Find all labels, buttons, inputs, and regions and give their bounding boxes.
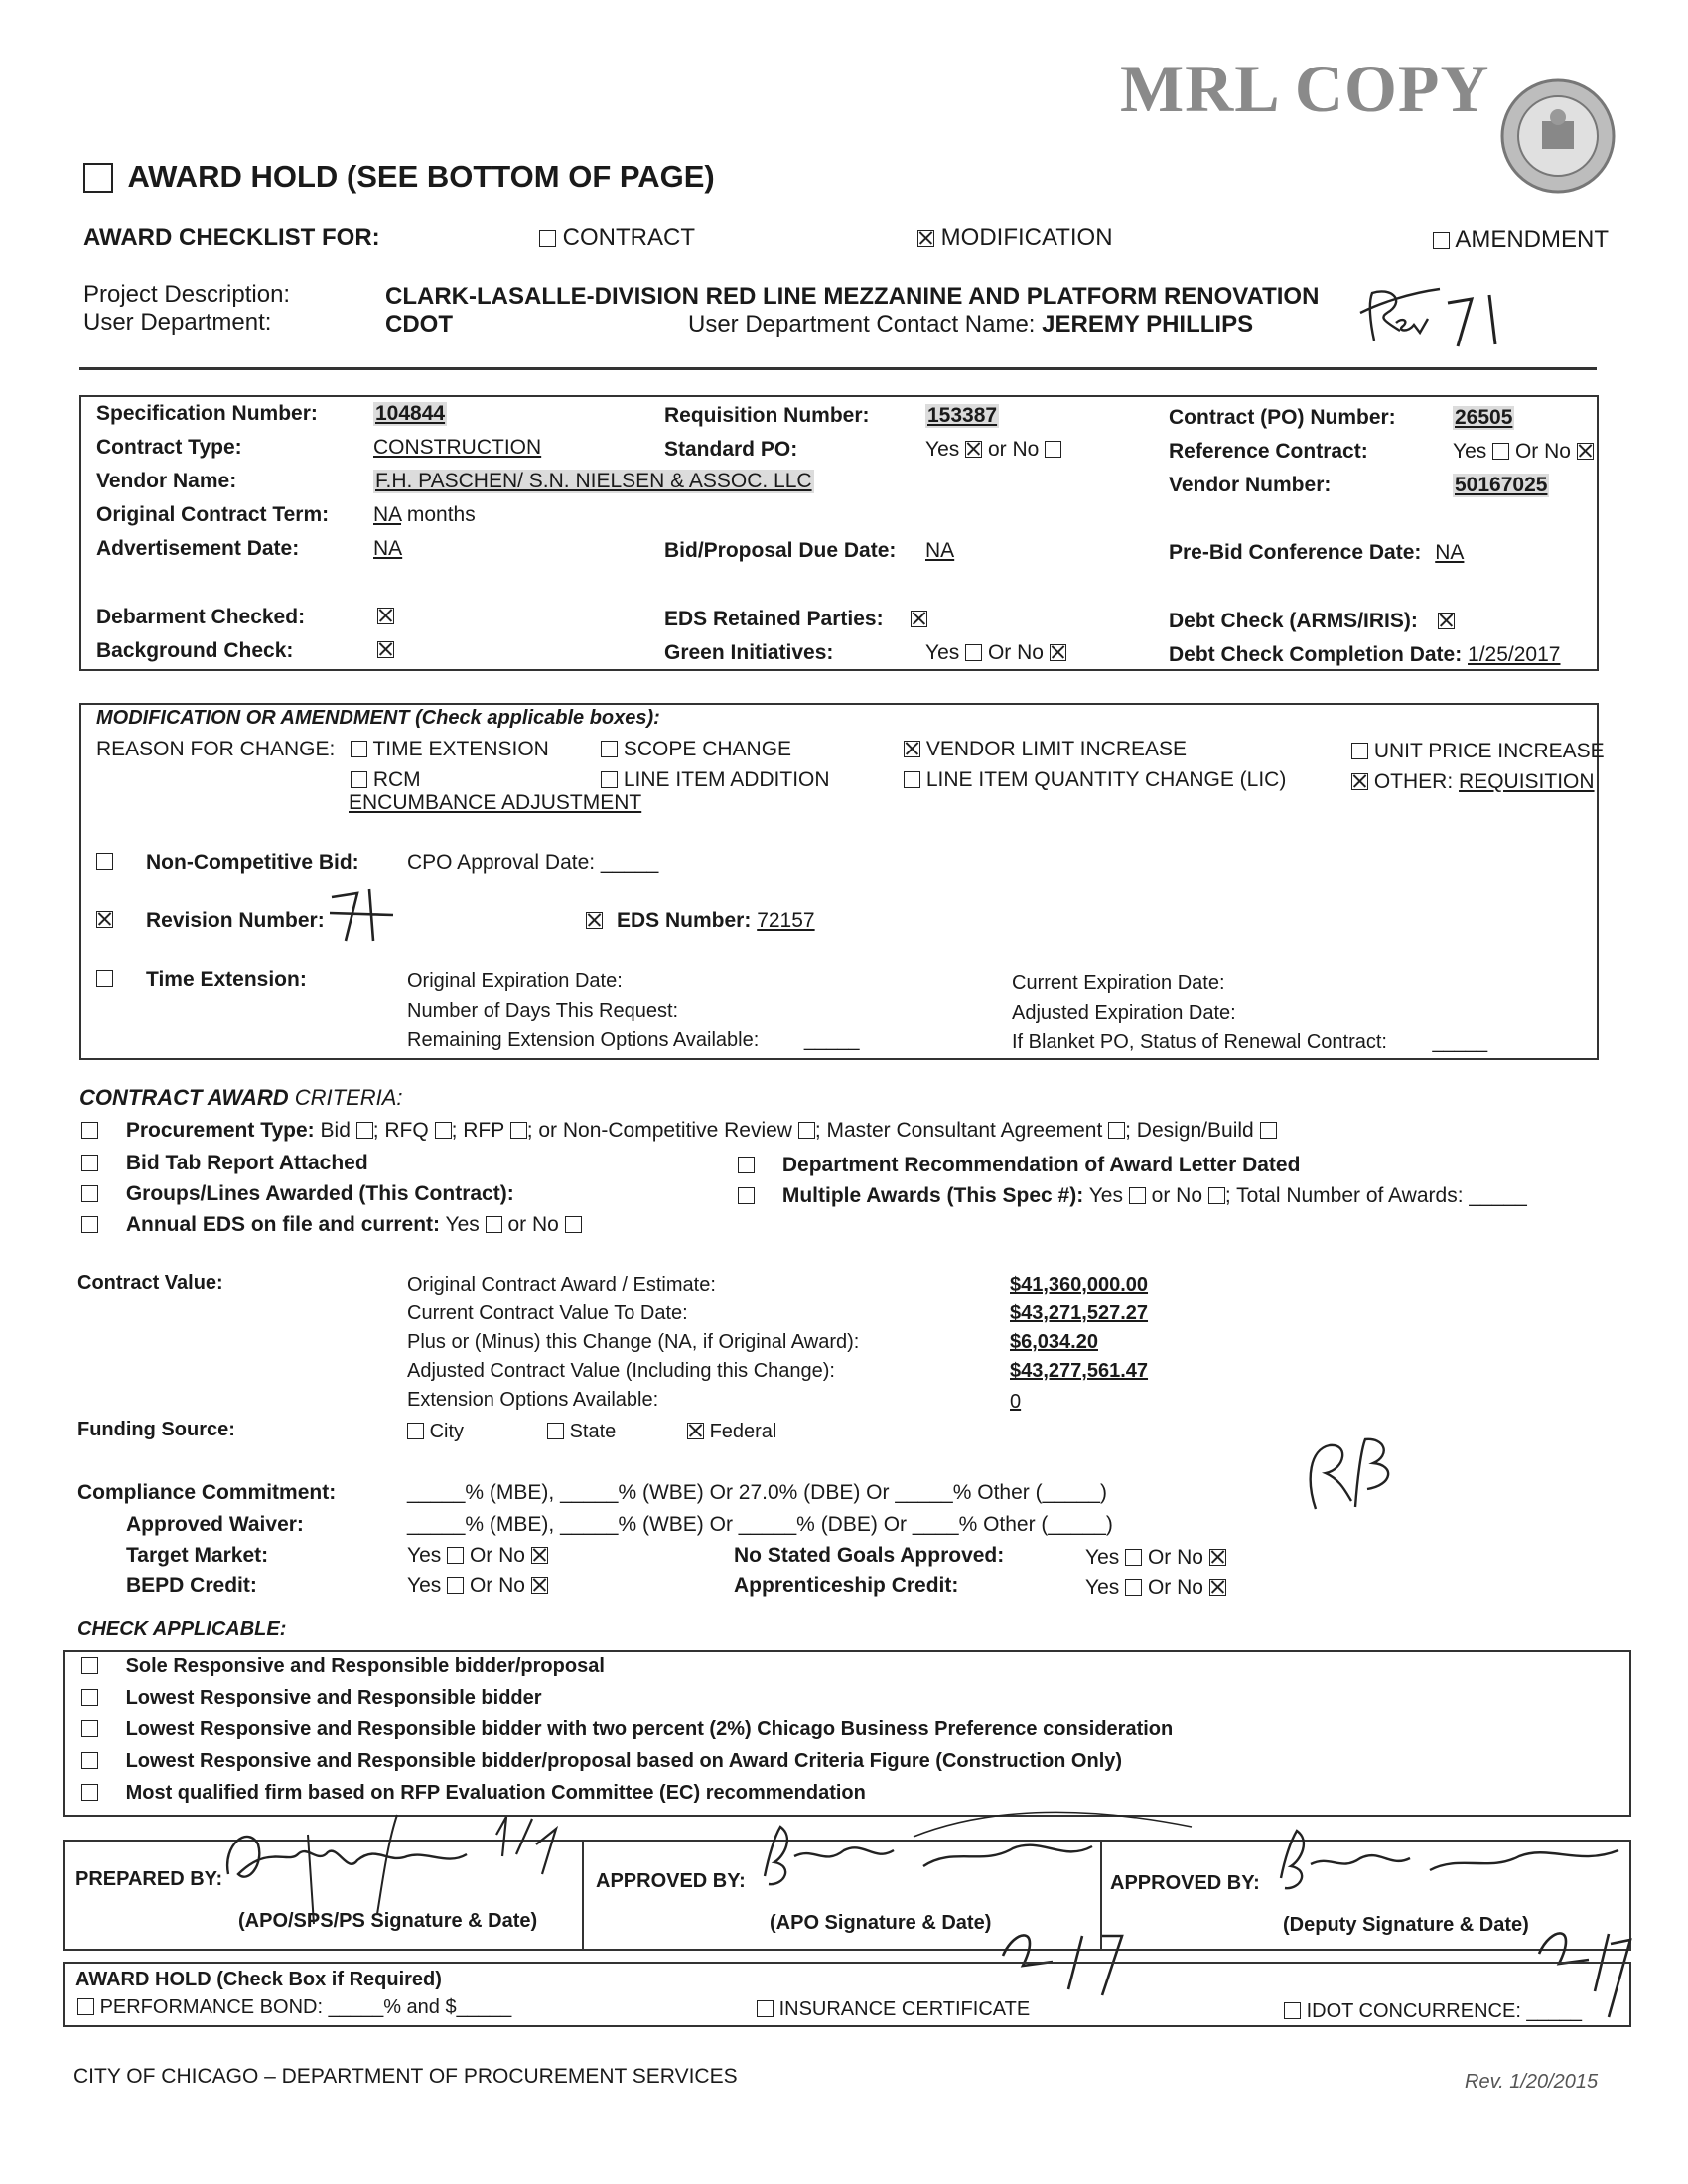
footer-revision: Rev. 1/20/2015 [1465, 2071, 1599, 2093]
award-hold-title: AWARD HOLD (SEE BOTTOM OF PAGE) [127, 159, 715, 194]
reference-contract-label: Reference Contract: [1169, 440, 1368, 463]
background-check-checkbox[interactable] [377, 641, 394, 661]
revision-checkbox[interactable] [96, 911, 113, 931]
handwritten-revision-71 [328, 884, 397, 945]
contract-term-value: NA months [373, 503, 476, 526]
check-item-lowest-2pct[interactable]: Lowest Responsive and Responsible bidder with two percent (2%) Chicago Business Preference consideration [81, 1718, 1173, 1741]
scope-change-option[interactable]: SCOPE CHANGE [601, 738, 791, 761]
standard-po-label: Standard PO: [664, 438, 798, 461]
vendor-limit-option[interactable]: VENDOR LIMIT INCREASE [904, 738, 1187, 761]
reason-label: REASON FOR CHANGE: [96, 738, 336, 760]
adjusted-value-label: Adjusted Contract Value (Including this Change): [407, 1360, 835, 1382]
current-value-label: Current Contract Value To Date: [407, 1302, 688, 1324]
debt-check-date: Debt Check Completion Date: 1/25/2017 [1169, 643, 1561, 666]
standard-po-options[interactable]: Yes or No [925, 438, 1061, 462]
unit-price-option[interactable]: UNIT PRICE INCREASE [1351, 740, 1605, 763]
approved-by-2-sub: (Deputy Signature & Date) [1283, 1914, 1529, 1936]
orig-award-value: $41,360,000.00 [1010, 1274, 1149, 1296]
po-number-label: Contract (PO) Number: [1169, 406, 1396, 429]
footer-department: CITY OF CHICAGO – DEPARTMENT OF PROCUREMENT SERVICES [73, 2065, 738, 2088]
advertisement-date-label: Advertisement Date: [96, 537, 300, 560]
prepared-by-signature [209, 1805, 576, 1934]
other-option[interactable]: OTHER: REQUISITION [1351, 770, 1595, 794]
adjusted-value-value: $43,277,561.47 [1010, 1360, 1149, 1382]
eds-number[interactable]: EDS Number: 72157 [586, 909, 815, 933]
compliance-label: Compliance Commitment: [77, 1481, 337, 1504]
approved-by-label: APPROVED BY: [596, 1870, 746, 1892]
eds-retained[interactable]: EDS Retained Parties: [664, 608, 927, 631]
apprenticeship-options[interactable]: Yes Or No [1085, 1576, 1226, 1600]
time-ext-checkbox[interactable] [96, 970, 113, 990]
waiver-label: Approved Waiver: [126, 1513, 304, 1536]
bid-due-label: Bid/Proposal Due Date: [664, 539, 897, 562]
change-label: Plus or (Minus) this Change (NA, if Original Award): [407, 1331, 860, 1353]
blanket-po: If Blanket PO, Status of Renewal Contract: _____ [1012, 1031, 1488, 1053]
project-desc-label: Project Description: [83, 281, 291, 308]
handwritten-initials-rb [1296, 1430, 1405, 1519]
check-item-lowest[interactable]: Lowest Responsive and Responsible bidder [81, 1687, 542, 1709]
background-check-label: Background Check: [96, 639, 294, 662]
encumbrance-label: ENCUMBANCE ADJUSTMENT [349, 791, 642, 814]
extension-options-value: 0 [1010, 1391, 1022, 1413]
target-market-options[interactable]: Yes Or No [407, 1544, 548, 1568]
prepared-by-sub: (APO/SPS/PS Signature & Date) [238, 1910, 538, 1932]
spec-number-label: Specification Number: [96, 402, 318, 425]
modification-heading: MODIFICATION OR AMENDMENT (Check applicable boxes): [96, 707, 660, 729]
annual-eds-option[interactable]: Annual EDS on file and current: Yes or No [81, 1213, 582, 1237]
vendor-number-label: Vendor Number: [1169, 474, 1332, 496]
dept-recommendation-option[interactable]: Department Recommendation of Award Letter Dated [738, 1154, 1300, 1177]
remaining-options: Remaining Extension Options Available: _____ [407, 1029, 860, 1051]
rcm-option[interactable]: RCM [351, 768, 421, 792]
contract-value-label: Contract Value: [77, 1272, 223, 1294]
vendor-number-value: 50167025 [1455, 474, 1548, 496]
spec-number-value: 104844 [375, 402, 446, 425]
contract-type-value: CONSTRUCTION [373, 436, 542, 459]
time-ext-label: Time Extension: [146, 968, 307, 991]
requisition-label: Requisition Number: [664, 404, 870, 427]
multiple-awards-option[interactable]: Multiple Awards (This Spec #): Yes or No ; Total Number of Awards: _____ [738, 1184, 1527, 1208]
target-market-label: Target Market: [126, 1544, 269, 1567]
idot-option[interactable]: IDOT CONCURRENCE: _____ [1284, 2000, 1582, 2023]
insurance-option[interactable]: INSURANCE CERTIFICATE [757, 1998, 1030, 2021]
noncomp-label: Non-Competitive Bid: [146, 851, 359, 874]
prebid-date: Pre-Bid Conference Date: NA [1169, 541, 1465, 564]
contract-type-label: Contract Type: [96, 436, 242, 459]
line-item-addition-option[interactable]: LINE ITEM ADDITION [601, 768, 830, 792]
bepd-label: BEPD Credit: [126, 1574, 257, 1597]
current-value-value: $43,271,527.27 [1010, 1302, 1149, 1324]
advertisement-date-value: NA [373, 537, 403, 560]
checklist-contract[interactable]: CONTRACT [539, 224, 695, 252]
checklist-amendment[interactable]: AMENDMENT [1433, 226, 1609, 254]
time-extension-option[interactable]: TIME EXTENSION [351, 738, 549, 761]
contract-term-label: Original Contract Term: [96, 503, 330, 526]
green-initiatives-label: Green Initiatives: [664, 641, 834, 664]
procurement-type[interactable]: Procurement Type: Bid ; RFQ ; RFP ; or Non-Competitive Review ; Master Consultant Agreement ; Design/Build [81, 1119, 1277, 1143]
checklist-label: AWARD CHECKLIST FOR: [83, 224, 380, 251]
funding-source-label: Funding Source: [77, 1419, 235, 1440]
no-goals-label: No Stated Goals Approved: [734, 1544, 1005, 1567]
po-number-value: 26505 [1455, 406, 1513, 429]
approved-by-sub: (APO Signature & Date) [770, 1912, 992, 1934]
mrl-copy-stamp: MRL COPY [1120, 51, 1490, 126]
approved-by-2-label: APPROVED BY: [1110, 1872, 1260, 1894]
no-goals-options[interactable]: Yes Or No [1085, 1546, 1226, 1570]
noncomp-checkbox[interactable] [96, 853, 113, 873]
vendor-name-label: Vendor Name: [96, 470, 237, 492]
requisition-value: 153387 [927, 404, 998, 427]
extension-options-label: Extension Options Available: [407, 1389, 659, 1411]
adjusted-exp-label: Adjusted Expiration Date: [1012, 1002, 1236, 1024]
days-request-label: Number of Days This Request: [407, 1000, 679, 1022]
funding-state[interactable]: State [547, 1421, 616, 1443]
cpo-approval: CPO Approval Date: _____ [407, 851, 659, 874]
green-initiatives-options[interactable]: Yes Or No [925, 641, 1066, 665]
revision-label: Revision Number: [146, 909, 325, 932]
award-hold-header [83, 159, 715, 195]
prepared-by-label: PREPARED BY: [75, 1868, 223, 1890]
user-dept-label: User Department: [83, 309, 272, 336]
reference-contract-options[interactable]: Yes Or No [1453, 440, 1594, 464]
award-hold-box-heading: AWARD HOLD (Check Box if Required) [75, 1969, 442, 1990]
performance-bond-option[interactable]: PERFORMANCE BOND: _____% and $_____ [77, 1996, 511, 2019]
check-item-award-criteria[interactable]: Lowest Responsive and Responsible bidder/proposal based on Award Criteria Figure (Construction Only) [81, 1750, 1122, 1773]
check-item-most-qualified[interactable]: Most qualified firm based on RFP Evaluation Committee (EC) recommendation [81, 1782, 866, 1805]
vendor-name-value: F.H. PASCHEN/ S.N. NIELSEN & ASSOC. LLC [375, 470, 812, 492]
lic-option[interactable]: LINE ITEM QUANTITY CHANGE (LIC) [904, 768, 1286, 792]
orig-award-label: Original Contract Award / Estimate: [407, 1274, 716, 1296]
check-item-sole[interactable]: Sole Responsive and Responsible bidder/proposal [81, 1655, 605, 1678]
debt-check[interactable]: Debt Check (ARMS/IRIS): [1169, 610, 1455, 633]
criteria-heading: CONTRACT AWARD CRITERIA: [79, 1085, 403, 1110]
debarment-label: Debarment Checked: [96, 606, 306, 628]
project-desc-value: CLARK-LASALLE-DIVISION RED LINE MEZZANINE AND PLATFORM RENOVATION [385, 283, 1320, 310]
funding-city[interactable]: City [407, 1421, 464, 1443]
bid-tab-option[interactable]: Bid Tab Report Attached [81, 1152, 368, 1175]
current-exp-label: Current Expiration Date: [1012, 972, 1225, 994]
user-dept-value: CDOT [385, 311, 453, 338]
checklist-modification[interactable]: MODIFICATION [917, 224, 1113, 252]
change-value: $6,034.20 [1010, 1331, 1098, 1353]
contact-name: User Department Contact Name: JEREMY PHILLIPS [688, 311, 1254, 338]
groups-lines-option[interactable]: Groups/Lines Awarded (This Contract): [81, 1182, 514, 1206]
bid-due-value: NA [925, 539, 955, 562]
apprenticeship-label: Apprenticeship Credit: [734, 1574, 959, 1597]
bepd-options[interactable]: Yes Or No [407, 1574, 548, 1598]
orig-exp-label: Original Expiration Date: [407, 970, 623, 992]
waiver-values: _____% (MBE), _____% (WBE) Or _____% (DBE) Or ____% Other (_____) [407, 1513, 1113, 1536]
city-seal [1499, 77, 1617, 195]
funding-federal[interactable]: Federal [687, 1421, 776, 1443]
award-hold-checkbox[interactable] [83, 163, 113, 193]
handwritten-rev-71 [1350, 283, 1529, 362]
compliance-values: _____% (MBE), _____% (WBE) Or 27.0% (DBE) Or _____% Other (_____) [407, 1481, 1107, 1504]
check-applicable-heading: CHECK APPLICABLE: [77, 1618, 287, 1640]
debarment-checkbox[interactable] [377, 608, 394, 627]
